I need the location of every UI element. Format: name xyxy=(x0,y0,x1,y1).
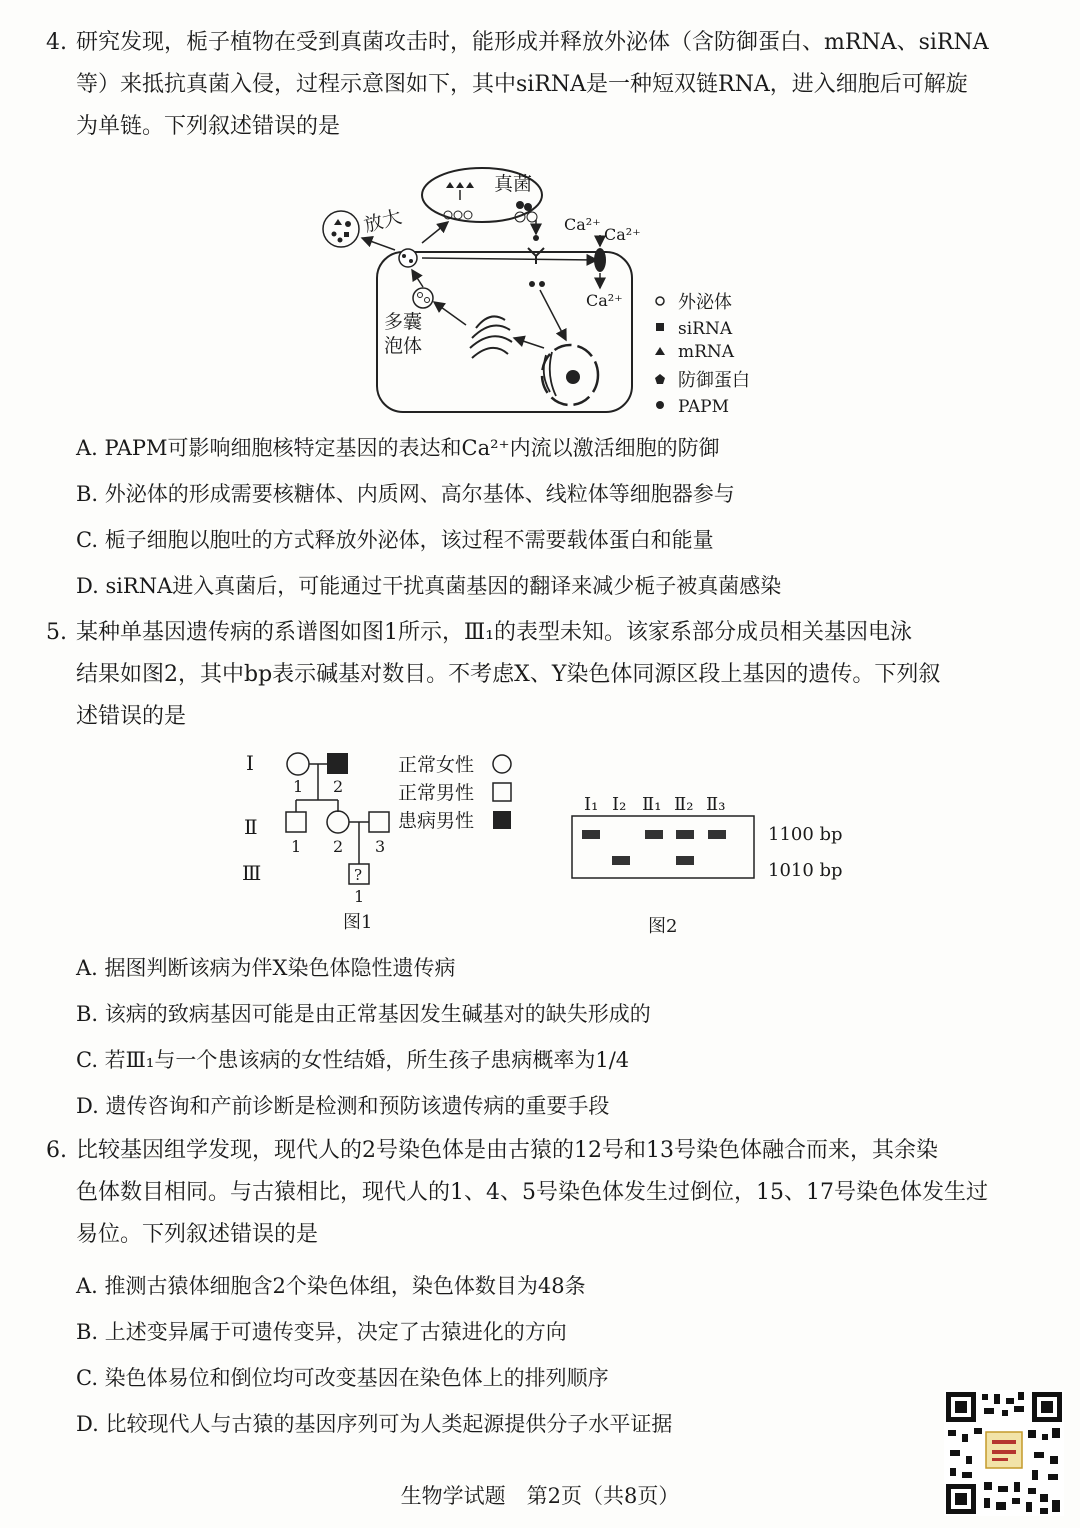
question-6-line-3: 易位。下列叙述错误的是 xyxy=(76,1222,319,1247)
unknown-phenotype: ? xyxy=(354,866,363,884)
legend-papm: PAPM xyxy=(678,397,729,417)
band-size-1010: 1010 bp xyxy=(768,860,843,881)
q5-option-c: C. 若Ⅲ₁与一个患该病的女性结婚，所生孩子患病概率为1/4 xyxy=(76,1048,630,1072)
label-II2: 2 xyxy=(333,837,344,856)
band-size-1100: 1100 bp xyxy=(768,824,843,845)
question-5-line-3: 述错误的是 xyxy=(76,704,187,729)
label-I1: 1 xyxy=(293,777,304,796)
lane-labels xyxy=(584,794,725,815)
band-I1-1100 xyxy=(582,830,600,839)
gel-box xyxy=(572,816,754,878)
fungus-label: 真菌 xyxy=(494,173,533,195)
label-III1: 1 xyxy=(354,887,365,906)
q4-option-d: D. siRNA进入真菌后，可能通过干扰真菌基因的翻译来减少栀子被真菌感染 xyxy=(76,574,782,598)
q4-exosome-diagram xyxy=(300,160,800,420)
question-4 xyxy=(46,22,1046,148)
q6-option-d: D. 比较现代人与古猿的基因序列可为人类起源提供分子水平证据 xyxy=(76,1412,673,1436)
legend-exosome: 外泌体 xyxy=(678,292,732,313)
label-II1: 1 xyxy=(291,837,302,856)
band-II3-1100 xyxy=(708,830,726,839)
question-6-line-2: 色体数目相同。与古猿相比，现代人的1、4、5号染色体发生过倒位，15、17号染色体发生过 xyxy=(76,1180,988,1205)
individual-II2 xyxy=(327,811,349,833)
question-number: 6. xyxy=(46,1138,67,1163)
figure-2-caption: 图2 xyxy=(648,916,678,937)
question-6-line-1: 6. 比较基因组学发现，现代人的2号染色体是由古猿的12号和13号染色体融合而来，其余染 xyxy=(46,1130,1046,1172)
q6-option-a: A. 推测古猿体细胞含2个染色体组，染色体数目为48条 xyxy=(76,1274,586,1298)
figure-1-caption: 图1 xyxy=(343,912,373,933)
legend-affected-male: 患病男性 xyxy=(398,810,475,832)
label-I2: 2 xyxy=(333,777,344,796)
ca-label-3: Ca²⁺ xyxy=(586,291,623,310)
question-6 xyxy=(46,1130,1046,1256)
lane-I2: Ⅰ₂ xyxy=(612,794,627,815)
band-II2-1010 xyxy=(676,856,694,865)
gel-bands xyxy=(582,830,726,865)
golgi-apparatus xyxy=(470,316,512,358)
mvb-label-2: 泡体 xyxy=(384,335,423,357)
label-II3: 3 xyxy=(375,837,386,856)
question-4-line-1: 4. 研究发现，栀子植物在受到真菌攻击时，能形成并释放外泌体（含防御蛋白、mRNA、siRNA xyxy=(46,22,1046,64)
legend-mrna: mRNA xyxy=(678,342,735,362)
question-5-line-2: 结果如图2，其中bp表示碱基对数目。不考虑X、Y染色体同源区段上基因的遗传。下列叙 xyxy=(76,662,941,687)
q5-option-b: B. 该病的致病基因可能是由正常基因发生碱基对的缺失形成的 xyxy=(76,1002,651,1026)
electrophoresis-figure-2 xyxy=(560,786,860,940)
receptor xyxy=(528,248,544,264)
diagram-legend xyxy=(655,292,750,417)
mvb-label-1: 多囊 xyxy=(384,311,423,333)
q6-option-c: C. 染色体易位和倒位均可改变基因在染色体上的排列顺序 xyxy=(76,1366,609,1390)
question-5 xyxy=(46,612,1046,738)
lane-I1: Ⅰ₁ xyxy=(584,794,599,815)
generation-III: Ⅲ xyxy=(242,861,262,885)
amplify-label: 放大 xyxy=(361,205,405,237)
q5-option-d: D. 遗传咨询和产前诊断是检测和预防该遗传病的重要手段 xyxy=(76,1094,610,1118)
legend-normal-female: 正常女性 xyxy=(398,754,475,776)
multivesicular-body xyxy=(413,288,433,308)
band-II1-1100 xyxy=(645,830,663,839)
lane-II1: Ⅱ₁ xyxy=(642,794,662,815)
q5-option-a: A. 据图判断该病为伴X染色体隐性遗传病 xyxy=(76,956,456,980)
legend-defense-protein: 防御蛋白 xyxy=(678,370,750,391)
question-4-line-2: 等）来抵抗真菌入侵，过程示意图如下，其中siRNA是一种短双链RNA，进入细胞后可解旋 xyxy=(76,72,968,97)
generation-I: Ⅰ xyxy=(246,751,254,775)
individual-II1 xyxy=(286,812,306,832)
ca-label-1: Ca²⁺ xyxy=(564,215,601,234)
question-4-line-3: 为单链。下列叙述错误的是 xyxy=(76,114,341,139)
legend-normal-male: 正常男性 xyxy=(398,782,475,804)
lane-II3: Ⅱ₃ xyxy=(706,794,726,815)
lane-II2: Ⅱ₂ xyxy=(674,794,694,815)
question-5-line-1: 5. 某种单基因遗传病的系谱图如图1所示，Ⅲ₁的表型未知。该家系部分成员相关基因电泳 xyxy=(46,612,1046,654)
page-footer: 生物学试题 第2页（共8页） xyxy=(400,1484,680,1508)
generation-II: Ⅱ xyxy=(244,815,258,839)
individual-I1 xyxy=(287,753,309,775)
pedigree-figure-1 xyxy=(238,742,538,938)
membrane-exosome xyxy=(399,249,417,267)
nucleolus xyxy=(566,370,580,384)
q6-option-b: B. 上述变异属于可遗传变异，决定了古猿进化的方向 xyxy=(76,1320,567,1344)
ca-label-2: Ca²⁺ xyxy=(604,225,641,244)
band-I2-1010 xyxy=(612,856,630,865)
individual-II3 xyxy=(369,812,389,832)
q4-option-a: A. PAPM可影响细胞核特定基因的表达和Ca²⁺内流以激活细胞的防御 xyxy=(76,436,720,460)
individual-I2 xyxy=(327,753,348,774)
question-number: 4. xyxy=(46,30,67,55)
legend-sirna: siRNA xyxy=(678,319,733,339)
q4-option-b: B. 外泌体的形成需要核糖体、内质网、高尔基体、线粒体等细胞器参与 xyxy=(76,482,735,506)
question-number: 5. xyxy=(46,620,67,645)
band-II2-1100 xyxy=(676,830,694,839)
q4-option-c: C. 栀子细胞以胞吐的方式释放外泌体，该过程不需要载体蛋白和能量 xyxy=(76,528,714,552)
